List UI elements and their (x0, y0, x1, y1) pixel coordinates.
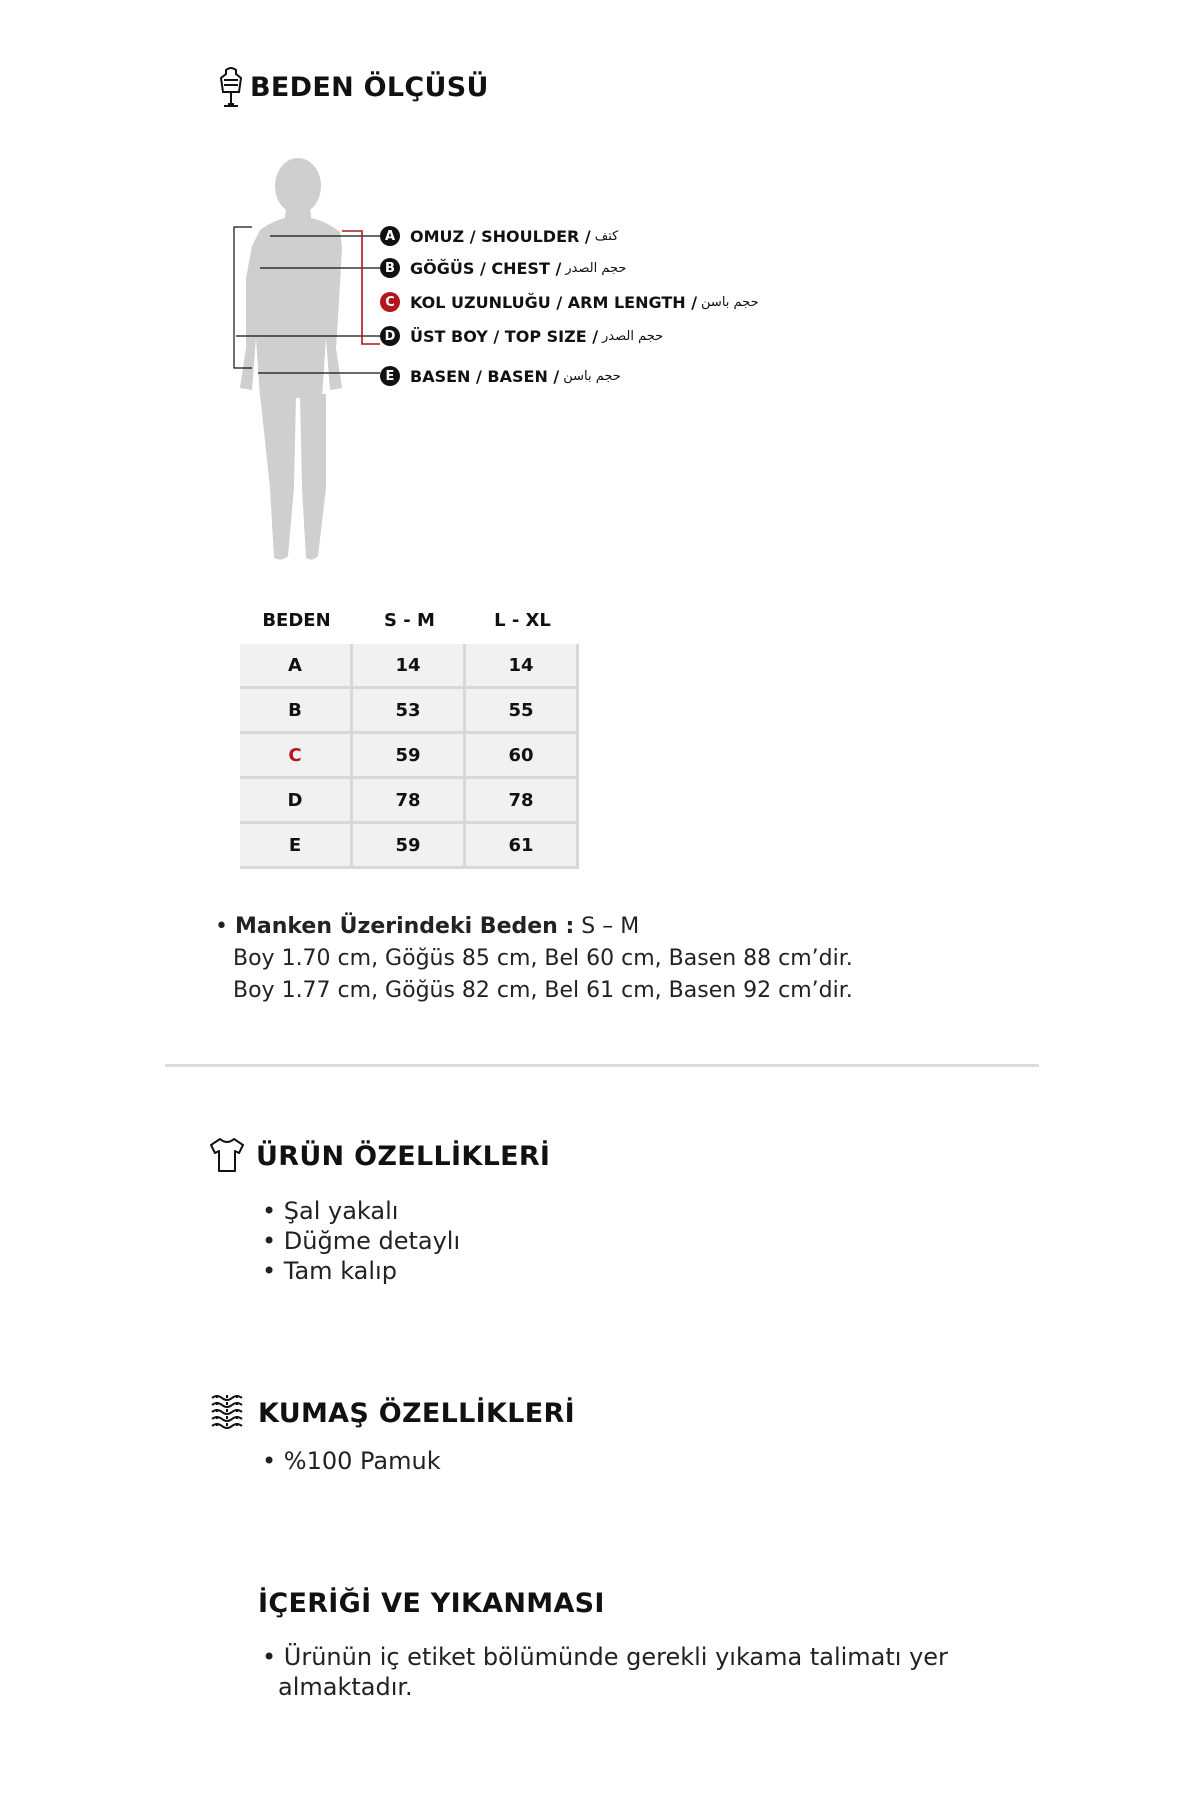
care-text (262, 1642, 948, 1702)
model-note (215, 911, 853, 1007)
size-table (240, 596, 579, 869)
cell-sm: 14 (353, 644, 466, 689)
row-label: D (240, 779, 353, 824)
table-row (240, 689, 579, 734)
fabric-features-list (262, 1446, 441, 1476)
cell-sm: 78 (353, 779, 466, 824)
table-header: BEDEN (240, 596, 353, 644)
table-header-row (240, 596, 579, 644)
row-label: E (240, 824, 353, 869)
badge-c: C (380, 292, 400, 312)
table-header: S - M (353, 596, 466, 644)
section-divider (165, 1064, 1039, 1067)
size-guide-title: BEDEN ÖLÇÜSÜ (250, 72, 489, 103)
measurement-d: D ÜST BOY / TOP SIZE / حجم الصدر (380, 323, 663, 349)
model-note-label: Manken Üzerindeki Beden : (234, 914, 575, 939)
fabric-icon (208, 1392, 246, 1430)
measurement-b: B GÖĞÜS / CHEST / حجم الصدر (380, 255, 626, 281)
table-row (240, 824, 579, 869)
mannequin-icon (216, 66, 246, 112)
table-row (240, 734, 579, 779)
cell-lxl: 61 (466, 824, 579, 869)
cell-sm: 53 (353, 689, 466, 734)
tshirt-icon (208, 1136, 246, 1174)
measurement-a: A OMUZ / SHOULDER / كتف (380, 223, 618, 249)
list-item: • Tam kalıp (262, 1257, 397, 1285)
row-label: B (240, 689, 353, 734)
measurement-e: E BASEN / BASEN / حجم باسن (380, 363, 621, 389)
care-line: almaktadır. (278, 1673, 413, 1701)
measurement-c: C KOL UZUNLUĞU / ARM LENGTH / حجم باسن (380, 289, 759, 315)
model-note-bullet: • (215, 914, 228, 939)
list-item: • Düğme detaylı (262, 1227, 461, 1255)
row-label: A (240, 644, 353, 689)
badge-a: A (380, 226, 400, 246)
care-line: • Ürünün iç etiket bölümünde gerekli yıkama talimatı yer (262, 1643, 948, 1671)
badge-d: D (380, 326, 400, 346)
badge-e: E (380, 366, 400, 386)
care-title: İÇERİĞİ VE YIKANMASI (258, 1588, 605, 1619)
cell-lxl: 60 (466, 734, 579, 779)
list-item: • %100 Pamuk (262, 1447, 441, 1475)
cell-sm: 59 (353, 824, 466, 869)
table-row (240, 779, 579, 824)
model-note-line: Boy 1.70 cm, Göğüs 85 cm, Bel 60 cm, Basen 88 cm’dir. (233, 946, 853, 971)
model-note-line: Boy 1.77 cm, Göğüs 82 cm, Bel 61 cm, Basen 92 cm’dir. (233, 978, 853, 1003)
table-header: L - XL (466, 596, 579, 644)
measurement-lines (230, 225, 390, 385)
fabric-features-title: KUMAŞ ÖZELLİKLERİ (258, 1398, 575, 1429)
product-features-title: ÜRÜN ÖZELLİKLERİ (256, 1141, 551, 1172)
cell-lxl: 55 (466, 689, 579, 734)
product-features-list (262, 1196, 460, 1286)
row-label: C (240, 734, 353, 779)
cell-lxl: 78 (466, 779, 579, 824)
model-note-value: S – M (574, 914, 640, 939)
list-item: • Şal yakalı (262, 1197, 399, 1225)
cell-lxl: 14 (466, 644, 579, 689)
badge-b: B (380, 258, 400, 278)
table-row (240, 644, 579, 689)
cell-sm: 59 (353, 734, 466, 779)
